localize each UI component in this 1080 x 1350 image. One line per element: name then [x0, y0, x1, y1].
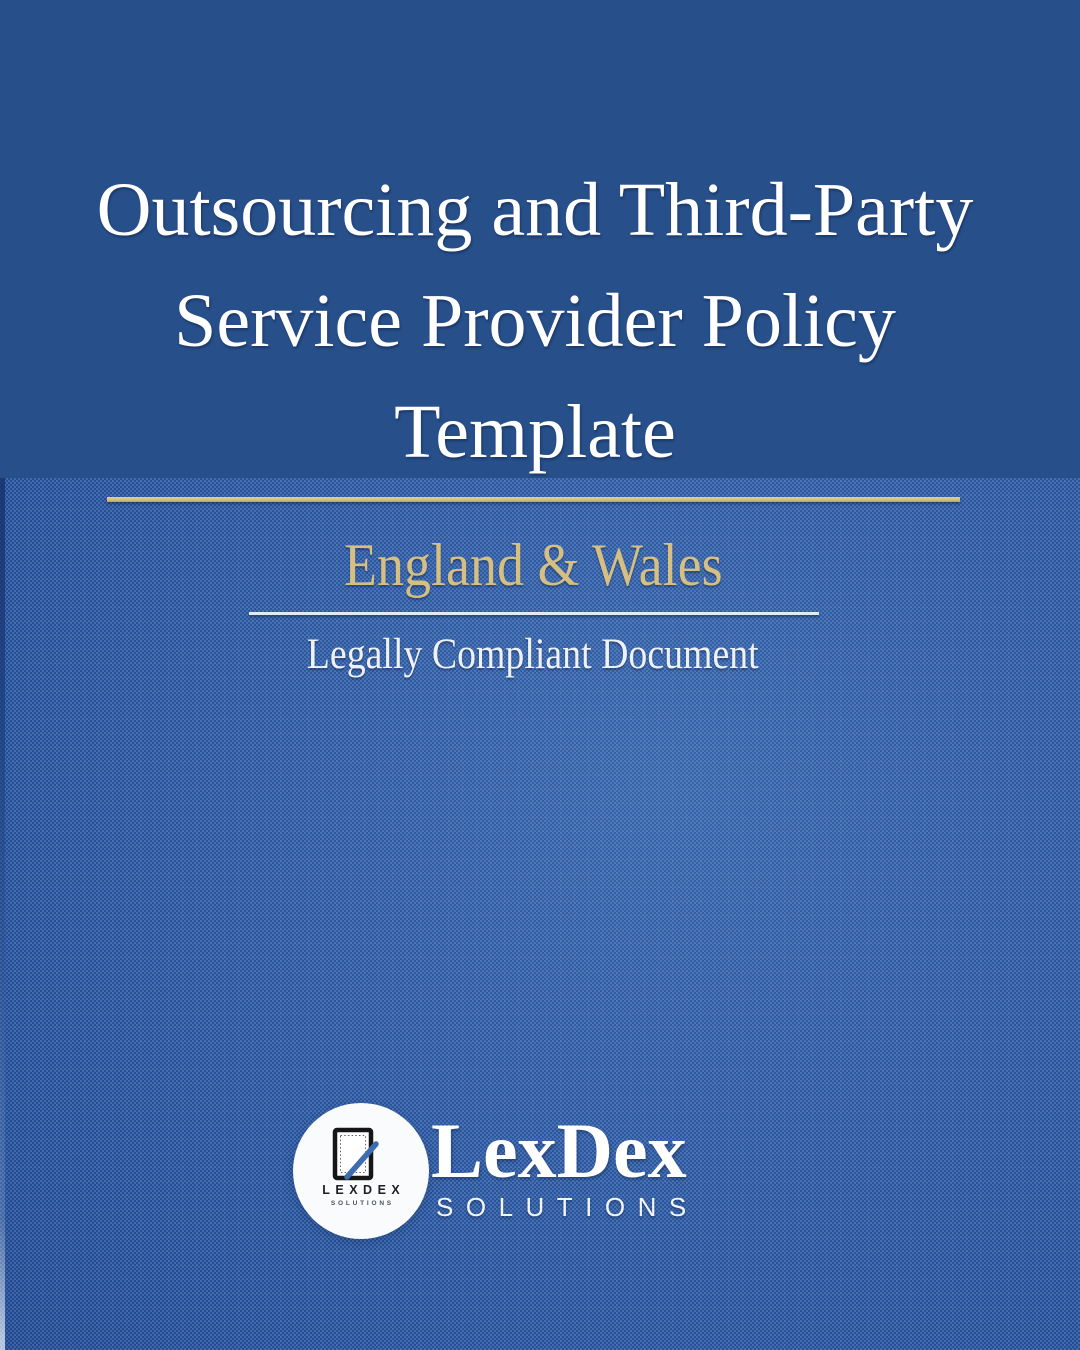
logo-badge-wordmark: LEXDEX: [322, 1183, 406, 1197]
jurisdiction-label: [0, 530, 1066, 600]
title-banner: [0, 0, 1080, 478]
logo-badge-subtitle: SOLUTIONS: [330, 1200, 394, 1207]
gold-divider-line: [107, 497, 960, 502]
lexdex-logo-badge: [293, 1103, 429, 1239]
brand-wordmark: LexDex: [431, 1107, 687, 1194]
document-title-line-3: Template: [394, 390, 676, 474]
jurisdiction-text: England & Wales: [343, 532, 723, 598]
page-left-edge-shading: [0, 478, 5, 1350]
document-title: [0, 155, 1075, 488]
compliance-tagline-text: Legally Compliant Document: [307, 631, 759, 678]
document-title-line-1: Outsourcing and Third-Party: [96, 168, 974, 252]
brand-subtitle: SOLUTIONS: [436, 1192, 699, 1222]
compliance-tagline: [0, 630, 1066, 680]
document-title-line-2: Service Provider Policy: [174, 279, 896, 363]
white-divider-line: [249, 612, 819, 615]
document-pen-icon: [293, 1103, 429, 1239]
